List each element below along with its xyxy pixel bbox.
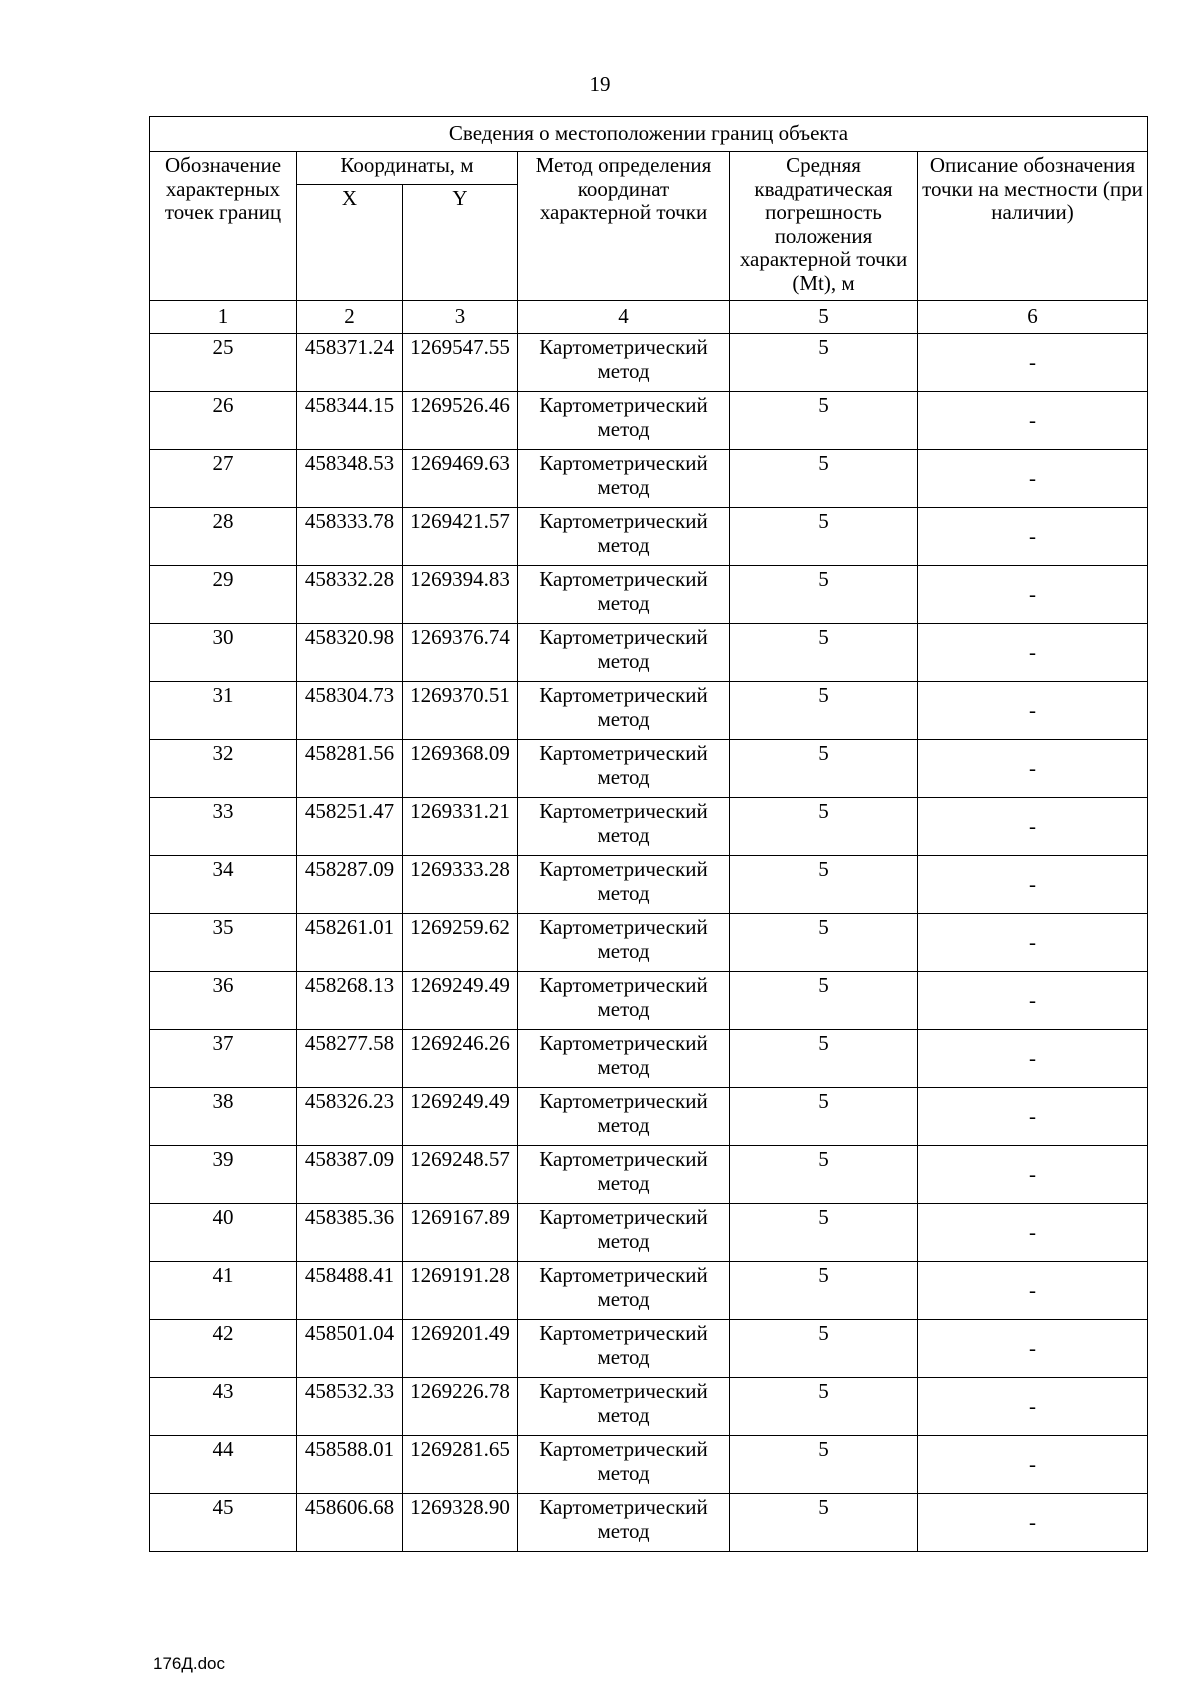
cell-error: 5 bbox=[730, 450, 918, 508]
cell-method: Картометрический метод bbox=[518, 914, 730, 972]
cell-x: 458333.78 bbox=[297, 508, 403, 566]
cell-error: 5 bbox=[730, 740, 918, 798]
cell-description: - bbox=[918, 508, 1148, 566]
cell-y: 1269547.55 bbox=[403, 334, 518, 392]
cell-description: - bbox=[918, 798, 1148, 856]
cell-error: 5 bbox=[730, 1146, 918, 1204]
cell-x: 458387.09 bbox=[297, 1146, 403, 1204]
cell-error: 5 bbox=[730, 1320, 918, 1378]
cell-method: Картометрический метод bbox=[518, 1436, 730, 1494]
cell-y: 1269226.78 bbox=[403, 1378, 518, 1436]
cell-x: 458332.28 bbox=[297, 566, 403, 624]
column-number: 2 bbox=[297, 301, 403, 334]
cell-error: 5 bbox=[730, 1494, 918, 1552]
cell-method: Картометрический метод bbox=[518, 1320, 730, 1378]
cell-description: - bbox=[918, 450, 1148, 508]
cell-method: Картометрический метод bbox=[518, 508, 730, 566]
cell-description: - bbox=[918, 1262, 1148, 1320]
column-number: 6 bbox=[918, 301, 1148, 334]
cell-description: - bbox=[918, 1436, 1148, 1494]
cell-x: 458488.41 bbox=[297, 1262, 403, 1320]
cell-x: 458532.33 bbox=[297, 1378, 403, 1436]
cell-x: 458606.68 bbox=[297, 1494, 403, 1552]
cell-y: 1269331.21 bbox=[403, 798, 518, 856]
cell-error: 5 bbox=[730, 392, 918, 450]
table-row bbox=[150, 334, 1148, 392]
cell-point: 44 bbox=[150, 1436, 297, 1494]
cell-x: 458348.53 bbox=[297, 450, 403, 508]
cell-description: - bbox=[918, 740, 1148, 798]
cell-x: 458320.98 bbox=[297, 624, 403, 682]
header-description: Описание обозначения точки на местности (при наличии) bbox=[918, 152, 1148, 301]
table-row bbox=[150, 1030, 1148, 1088]
cell-point: 45 bbox=[150, 1494, 297, 1552]
column-number: 5 bbox=[730, 301, 918, 334]
cell-method: Картометрический метод bbox=[518, 392, 730, 450]
cell-x: 458501.04 bbox=[297, 1320, 403, 1378]
cell-x: 458261.01 bbox=[297, 914, 403, 972]
cell-error: 5 bbox=[730, 1262, 918, 1320]
cell-description: - bbox=[918, 1088, 1148, 1146]
cell-y: 1269249.49 bbox=[403, 972, 518, 1030]
cell-y: 1269281.65 bbox=[403, 1436, 518, 1494]
cell-method: Картометрический метод bbox=[518, 450, 730, 508]
cell-x: 458304.73 bbox=[297, 682, 403, 740]
table-row bbox=[150, 972, 1148, 1030]
cell-point: 40 bbox=[150, 1204, 297, 1262]
cell-method: Картометрический метод bbox=[518, 856, 730, 914]
cell-y: 1269328.90 bbox=[403, 1494, 518, 1552]
table-row bbox=[150, 1494, 1148, 1552]
cell-method: Картометрический метод bbox=[518, 798, 730, 856]
cell-error: 5 bbox=[730, 856, 918, 914]
cell-method: Картометрический метод bbox=[518, 1262, 730, 1320]
cell-point: 28 bbox=[150, 508, 297, 566]
cell-error: 5 bbox=[730, 1088, 918, 1146]
table-row bbox=[150, 682, 1148, 740]
cell-y: 1269246.26 bbox=[403, 1030, 518, 1088]
table-row bbox=[150, 740, 1148, 798]
cell-error: 5 bbox=[730, 1204, 918, 1262]
cell-point: 36 bbox=[150, 972, 297, 1030]
cell-error: 5 bbox=[730, 1030, 918, 1088]
cell-point: 26 bbox=[150, 392, 297, 450]
cell-point: 29 bbox=[150, 566, 297, 624]
table-row bbox=[150, 566, 1148, 624]
cell-point: 32 bbox=[150, 740, 297, 798]
file-name: 176Д.doc bbox=[153, 1654, 226, 1673]
cell-description: - bbox=[918, 1204, 1148, 1262]
cell-description: - bbox=[918, 972, 1148, 1030]
cell-error: 5 bbox=[730, 1378, 918, 1436]
cell-point: 35 bbox=[150, 914, 297, 972]
table-row bbox=[150, 1204, 1148, 1262]
header-x: X bbox=[297, 185, 403, 301]
cell-point: 38 bbox=[150, 1088, 297, 1146]
cell-method: Картометрический метод bbox=[518, 1030, 730, 1088]
cell-y: 1269259.62 bbox=[403, 914, 518, 972]
cell-point: 43 bbox=[150, 1378, 297, 1436]
column-number: 4 bbox=[518, 301, 730, 334]
cell-point: 25 bbox=[150, 334, 297, 392]
cell-method: Картометрический метод bbox=[518, 1378, 730, 1436]
cell-method: Картометрический метод bbox=[518, 1204, 730, 1262]
cell-method: Картометрический метод bbox=[518, 1088, 730, 1146]
header-method: Метод определения координат характерной точки bbox=[518, 152, 730, 301]
cell-y: 1269368.09 bbox=[403, 740, 518, 798]
cell-y: 1269376.74 bbox=[403, 624, 518, 682]
cell-y: 1269421.57 bbox=[403, 508, 518, 566]
table-row bbox=[150, 1320, 1148, 1378]
cell-point: 39 bbox=[150, 1146, 297, 1204]
cell-description: - bbox=[918, 682, 1148, 740]
cell-x: 458326.23 bbox=[297, 1088, 403, 1146]
cell-point: 33 bbox=[150, 798, 297, 856]
cell-x: 458588.01 bbox=[297, 1436, 403, 1494]
cell-error: 5 bbox=[730, 972, 918, 1030]
cell-y: 1269201.49 bbox=[403, 1320, 518, 1378]
cell-method: Картометрический метод bbox=[518, 740, 730, 798]
table-row bbox=[150, 1088, 1148, 1146]
header-y: Y bbox=[403, 185, 518, 301]
table-row bbox=[150, 450, 1148, 508]
table-row bbox=[150, 508, 1148, 566]
cell-error: 5 bbox=[730, 508, 918, 566]
cell-description: - bbox=[918, 914, 1148, 972]
table-row bbox=[150, 1378, 1148, 1436]
cell-method: Картометрический метод bbox=[518, 566, 730, 624]
table-row bbox=[150, 1146, 1148, 1204]
cell-point: 42 bbox=[150, 1320, 297, 1378]
header-point-label: Обозначение характерных точек границ bbox=[150, 152, 297, 301]
cell-point: 27 bbox=[150, 450, 297, 508]
table-caption: Сведения о местоположении границ объекта bbox=[150, 117, 1148, 152]
cell-point: 30 bbox=[150, 624, 297, 682]
cell-error: 5 bbox=[730, 334, 918, 392]
cell-y: 1269333.28 bbox=[403, 856, 518, 914]
cell-x: 458287.09 bbox=[297, 856, 403, 914]
cell-description: - bbox=[918, 1494, 1148, 1552]
cell-y: 1269249.49 bbox=[403, 1088, 518, 1146]
column-number: 1 bbox=[150, 301, 297, 334]
cell-point: 34 bbox=[150, 856, 297, 914]
cell-error: 5 bbox=[730, 624, 918, 682]
cell-x: 458344.15 bbox=[297, 392, 403, 450]
cell-method: Картометрический метод bbox=[518, 1494, 730, 1552]
cell-method: Картометрический метод bbox=[518, 1146, 730, 1204]
cell-x: 458277.58 bbox=[297, 1030, 403, 1088]
cell-error: 5 bbox=[730, 914, 918, 972]
cell-point: 41 bbox=[150, 1262, 297, 1320]
table-row bbox=[150, 856, 1148, 914]
table-row bbox=[150, 1262, 1148, 1320]
page-number: 19 bbox=[589, 72, 611, 96]
cell-y: 1269370.51 bbox=[403, 682, 518, 740]
cell-description: - bbox=[918, 1320, 1148, 1378]
table-row bbox=[150, 624, 1148, 682]
cell-error: 5 bbox=[730, 798, 918, 856]
cell-point: 31 bbox=[150, 682, 297, 740]
table-row bbox=[150, 1436, 1148, 1494]
cell-y: 1269191.28 bbox=[403, 1262, 518, 1320]
cell-method: Картометрический метод bbox=[518, 682, 730, 740]
cell-description: - bbox=[918, 856, 1148, 914]
cell-method: Картометрический метод bbox=[518, 334, 730, 392]
cell-x: 458371.24 bbox=[297, 334, 403, 392]
table-row bbox=[150, 392, 1148, 450]
column-numbers-row bbox=[150, 301, 1148, 334]
column-number: 3 bbox=[403, 301, 518, 334]
cell-error: 5 bbox=[730, 682, 918, 740]
cell-description: - bbox=[918, 566, 1148, 624]
cell-point: 37 bbox=[150, 1030, 297, 1088]
cell-description: - bbox=[918, 392, 1148, 450]
table-row bbox=[150, 914, 1148, 972]
cell-y: 1269167.89 bbox=[403, 1204, 518, 1262]
table-row bbox=[150, 798, 1148, 856]
cell-x: 458251.47 bbox=[297, 798, 403, 856]
cell-x: 458385.36 bbox=[297, 1204, 403, 1262]
header-coordinates: Координаты, м bbox=[297, 152, 518, 185]
header-error: Средняя квадратическая погрешность положения характерной точки (Mt), м bbox=[730, 152, 918, 301]
cell-error: 5 bbox=[730, 566, 918, 624]
cell-description: - bbox=[918, 624, 1148, 682]
cell-description: - bbox=[918, 1378, 1148, 1436]
cell-error: 5 bbox=[730, 1436, 918, 1494]
cell-description: - bbox=[918, 1030, 1148, 1088]
boundary-points-table bbox=[149, 116, 1148, 1552]
cell-description: - bbox=[918, 334, 1148, 392]
cell-y: 1269526.46 bbox=[403, 392, 518, 450]
cell-method: Картометрический метод bbox=[518, 972, 730, 1030]
cell-description: - bbox=[918, 1146, 1148, 1204]
cell-x: 458281.56 bbox=[297, 740, 403, 798]
cell-x: 458268.13 bbox=[297, 972, 403, 1030]
cell-y: 1269469.63 bbox=[403, 450, 518, 508]
cell-y: 1269248.57 bbox=[403, 1146, 518, 1204]
cell-method: Картометрический метод bbox=[518, 624, 730, 682]
cell-y: 1269394.83 bbox=[403, 566, 518, 624]
